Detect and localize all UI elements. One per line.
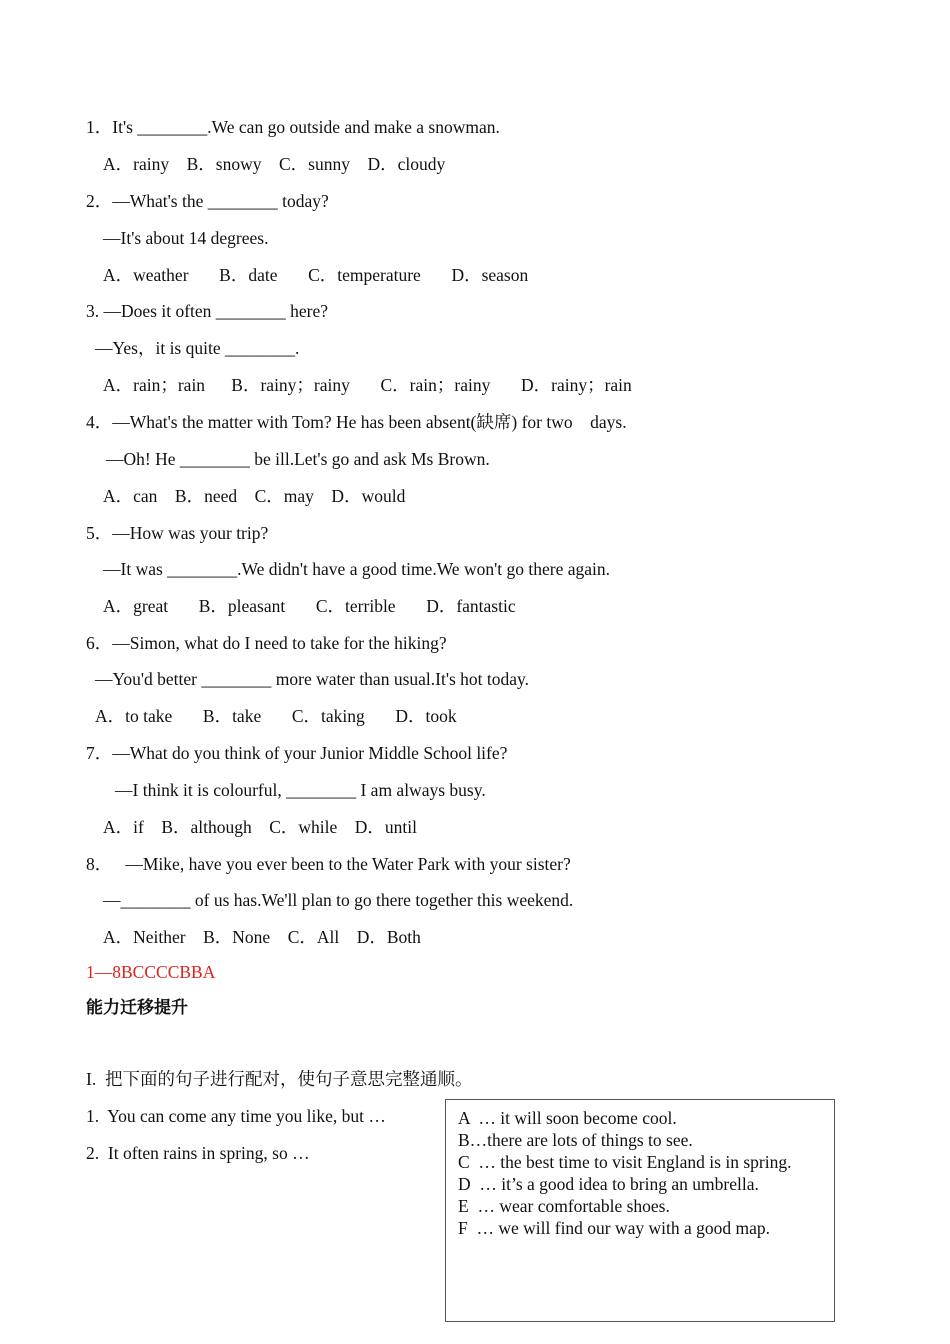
option-b: B…there are lots of things to see. bbox=[458, 1130, 693, 1150]
question-1-stem: 1．It's ________.We can go outside and make a snowman. bbox=[86, 117, 500, 137]
question-3-stem: 3. —Does it often ________ here? bbox=[86, 301, 329, 321]
options-box bbox=[445, 1099, 835, 1322]
question-8-stem: 8． —Mike, have you ever been to the Water Park with your sister? bbox=[86, 854, 571, 874]
question-4-stem: 4．—What's the matter with Tom? He has been absent(缺席) for two days. bbox=[86, 412, 627, 432]
section-heading: 能力迁移提升 bbox=[86, 998, 188, 1018]
left-item-2: 2. It often rains in spring, so … bbox=[86, 1143, 310, 1163]
question-7-reply: —I think it is colourful, ________ I am always busy. bbox=[115, 780, 486, 800]
question-6-stem: 6．—Simon, what do I need to take for the hiking? bbox=[86, 633, 447, 653]
question-2-stem: 2．—What's the ________ today? bbox=[86, 191, 329, 211]
question-6-options: A．to take B．take C．taking D．took bbox=[95, 706, 457, 726]
question-7-options: A．if B．although C．while D．until bbox=[103, 817, 418, 837]
question-2-options: A．weather B．date C．temperature D．season bbox=[103, 265, 529, 285]
option-f: F … we will find our way with a good map. bbox=[458, 1218, 771, 1238]
question-3-reply: —Yes，it is quite ________. bbox=[95, 338, 300, 358]
question-5-options: A．great B．pleasant C．terrible D．fantastic bbox=[103, 596, 516, 616]
question-6-reply: —You'd better ________ more water than usual.It's hot today. bbox=[95, 669, 530, 689]
question-4-reply: —Oh! He ________ be ill.Let's go and ask Ms Brown. bbox=[106, 449, 490, 469]
left-item-1: 1. You can come any time you like, but … bbox=[86, 1106, 386, 1126]
exercise-instruction: I. 把下面的句子进行配对，使句子意思完整通顺。 bbox=[86, 1069, 473, 1089]
question-5-reply: —It was ________.We didn't have a good time.We won't go there again. bbox=[103, 559, 610, 579]
question-8-reply: —________ of us has.We'll plan to go there together this weekend. bbox=[103, 890, 574, 910]
option-d: D … it’s a good idea to bring an umbrella. bbox=[458, 1174, 759, 1194]
question-2-reply: —It's about 14 degrees. bbox=[103, 228, 269, 248]
option-e: E … wear comfortable shoes. bbox=[458, 1196, 670, 1216]
question-8-options: A．Neither B．None C．All D．Both bbox=[103, 927, 421, 947]
question-1-options: A．rainy B．snowy C．sunny D．cloudy bbox=[103, 154, 446, 174]
answer-key: 1—8BCCCCBBA bbox=[86, 962, 216, 982]
question-4-options: A．can B．need C．may D．would bbox=[103, 486, 406, 506]
question-7-stem: 7．—What do you think of your Junior Middle School life? bbox=[86, 743, 508, 763]
question-5-stem: 5．—How was your trip? bbox=[86, 523, 269, 543]
option-a: A … it will soon become cool. bbox=[458, 1108, 677, 1128]
question-3-options: A．rain；rain B．rainy；rainy C．rain；rainy D．rainy；rain bbox=[103, 375, 632, 395]
option-c: C … the best time to visit England is in spring. bbox=[458, 1152, 792, 1172]
